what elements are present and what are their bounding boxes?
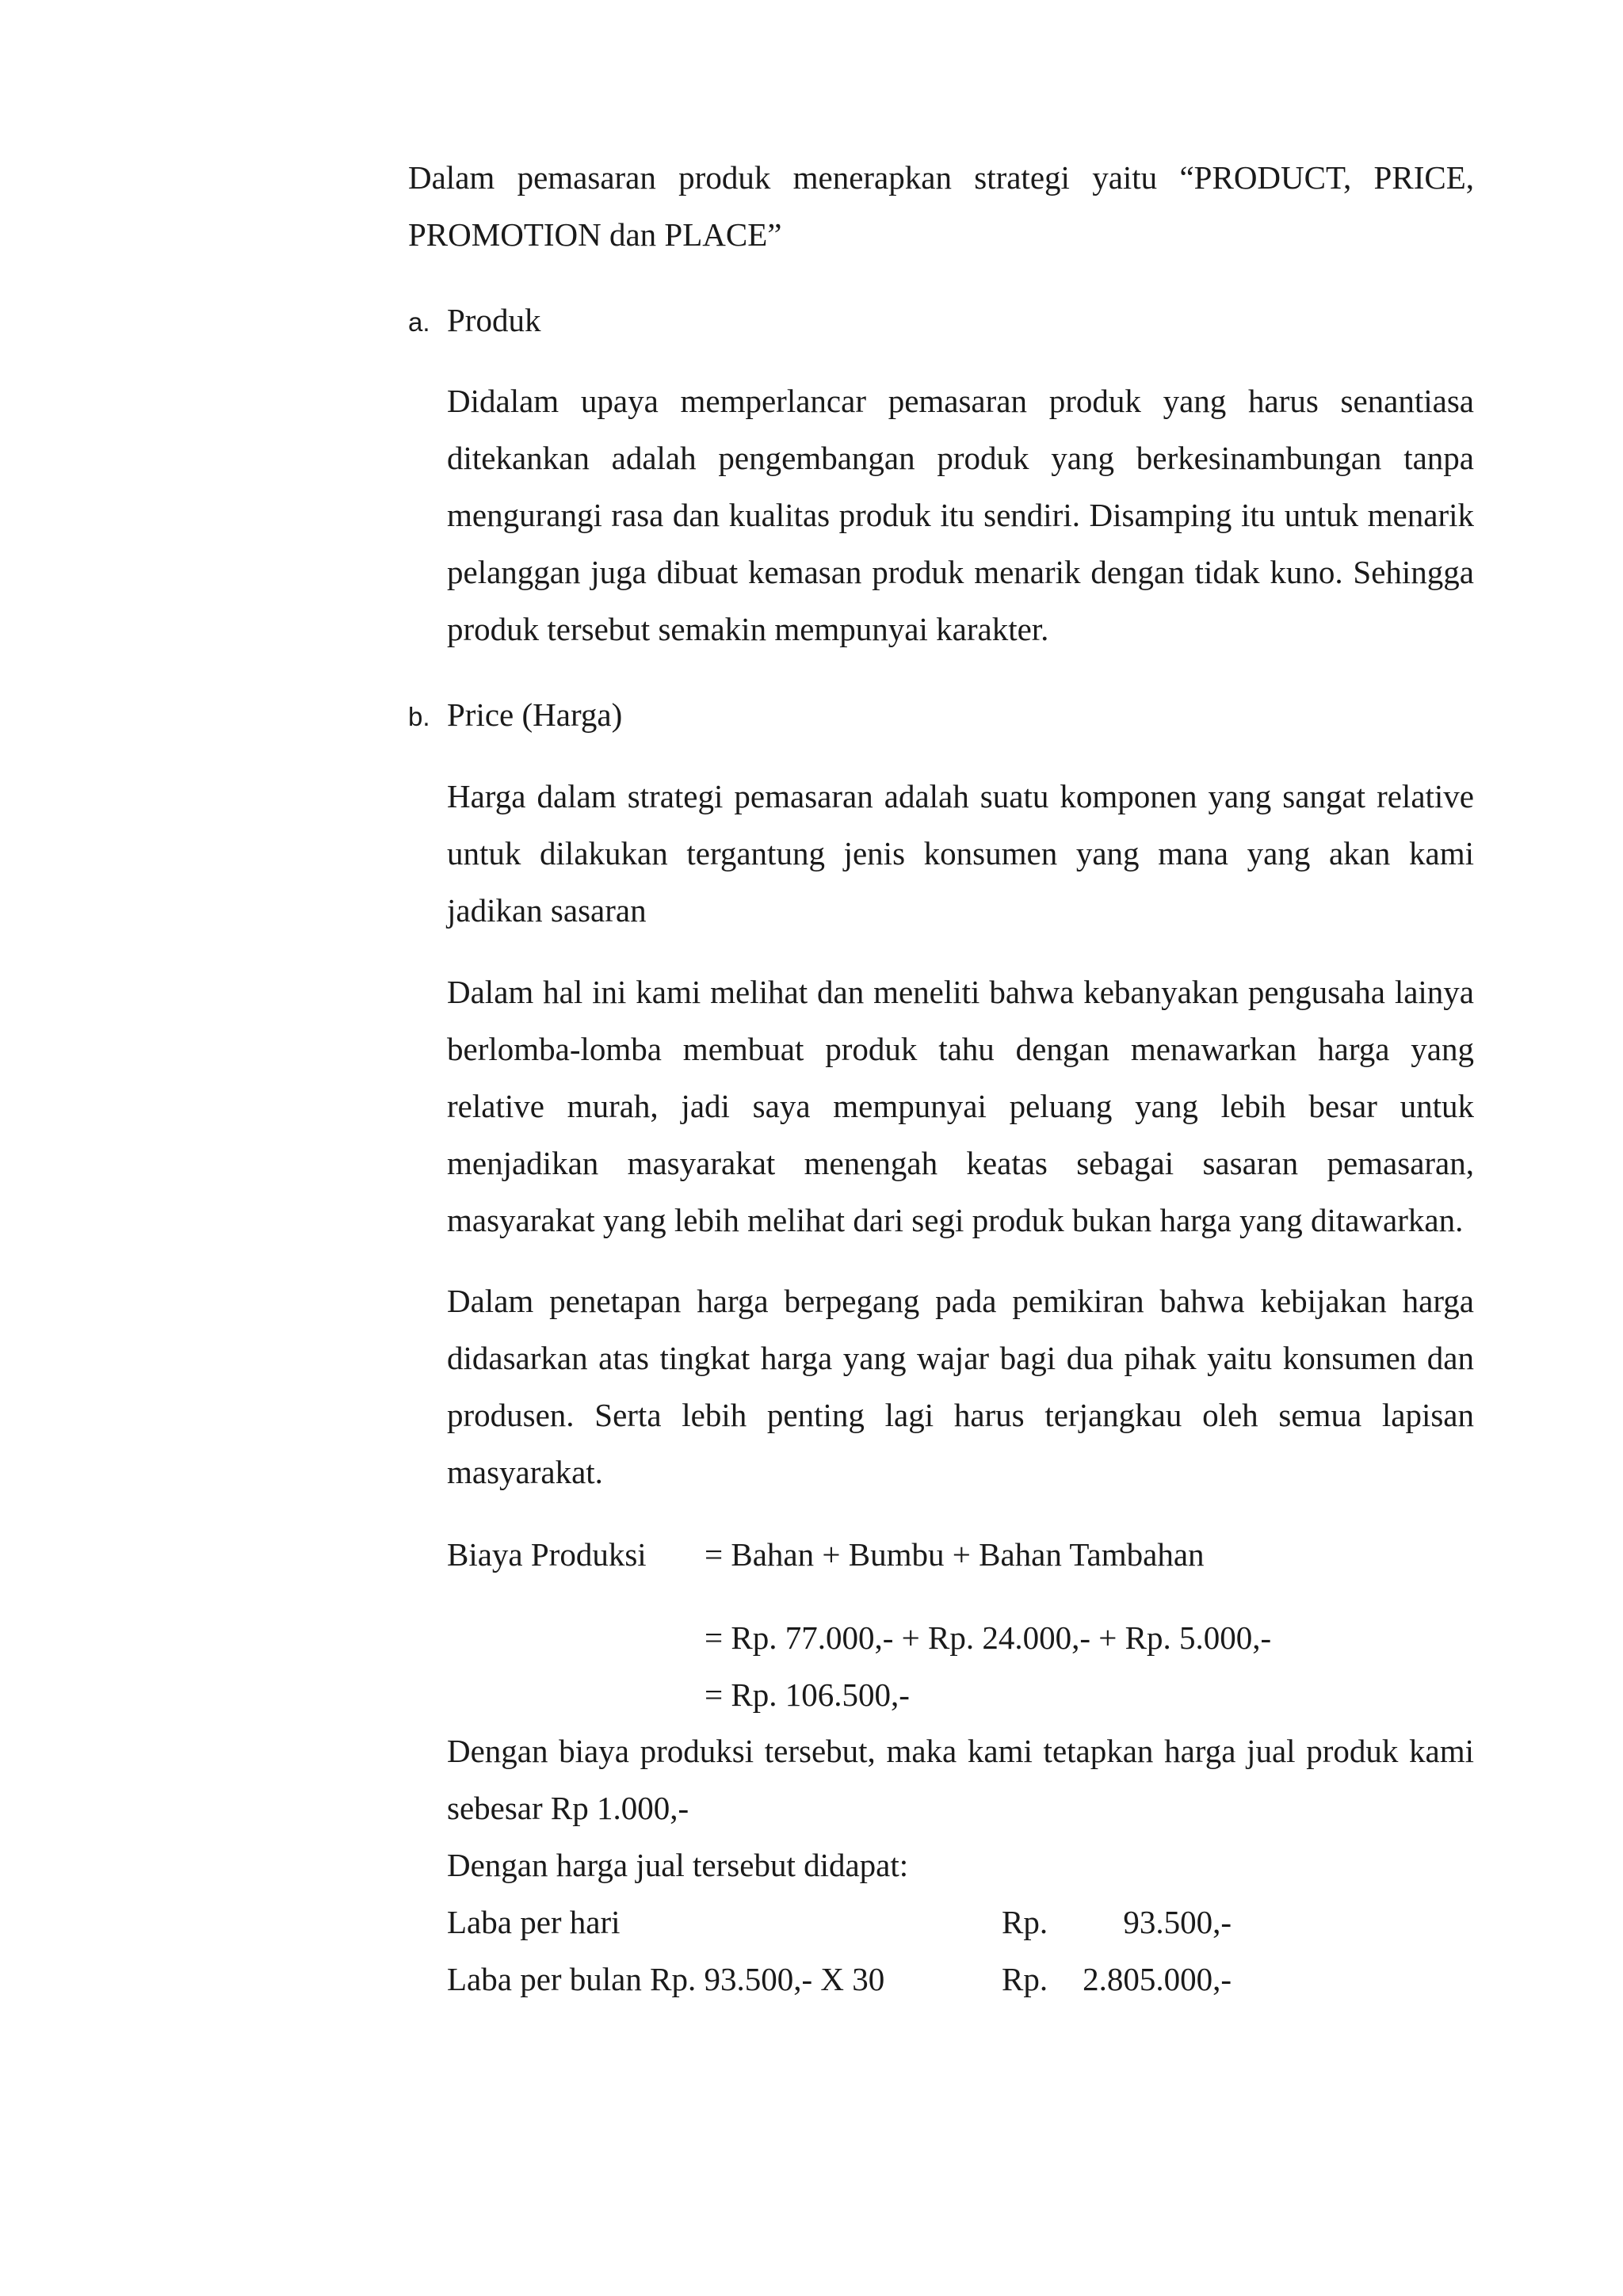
profit-currency: Rp.	[1002, 1961, 1048, 1997]
result-intro: Dengan harga jual tersebut didapat:	[447, 1847, 909, 1883]
profit-label: Laba per hari	[447, 1904, 621, 1940]
list-marker: b.	[408, 702, 430, 731]
cost-formula: = Bahan + Bumbu + Bahan Tambahan	[705, 1536, 1205, 1573]
intro-paragraph: Dalam pemasaran produk menerapkan strategi yaitu “PRODUCT, PRICE, PROMOTION dan PLACE”	[408, 159, 1474, 253]
cost-calc: = Rp. 77.000,- + Rp. 24.000,- + Rp. 5.000,-	[705, 1619, 1272, 1656]
cost-label: Biaya Produksi	[447, 1536, 647, 1573]
price-statement: Dengan biaya produksi tersebut, maka kami tetapkan harga jual produk kami sebesar Rp 1.000,-	[447, 1733, 1474, 1826]
price-paragraph-1: Harga dalam strategi pemasaran adalah suatu komponen yang sangat relative untuk dilakukan tergantung jenis konsumen yang mana yang akan kami jadikan sasaran	[447, 778, 1474, 929]
profit-amount: 2.805.000,-	[1083, 1961, 1232, 1997]
section-heading-price	[408, 686, 622, 746]
produk-paragraph: Didalam upaya memperlancar pemasaran produk yang harus senantiasa ditekankan adalah pengembangan produk yang berkesinambungan tanpa mengurangi rasa dan kualitas produk itu sendiri. Disamping itu untuk menarik pelanggan juga dibuat kemasan produk menarik dengan tidak kuno. Sehingga produk tersebut semakin mempunyai karakter.	[447, 383, 1474, 647]
section-title: Price (Harga)	[447, 696, 623, 733]
profit-label: Laba per bulan Rp. 93.500,- X 30	[447, 1961, 885, 1997]
profit-currency: Rp.	[1002, 1904, 1048, 1940]
list-marker: a.	[408, 307, 430, 337]
cost-total: = Rp. 106.500,-	[705, 1676, 910, 1713]
price-paragraph-3: Dalam penetapan harga berpegang pada pemikiran bahwa kebijakan harga didasarkan atas tingkat harga yang wajar bagi dua pihak yaitu konsumen dan produsen. Serta lebih penting lagi harus terjangkau oleh semua lapisan masyarakat.	[447, 1283, 1474, 1490]
section-heading-produk	[408, 292, 540, 351]
price-paragraph-2: Dalam hal ini kami melihat dan meneliti bahwa kebanyakan pengusaha lainya berlomba-lomba membuat produk tahu dengan menawarkan harga yang relative murah, jadi saya mempunyai peluang yang lebih besar untuk menjadikan masyarakat menengah keatas sebagai sasaran pemasaran, masyarakat yang lebih melihat dari segi produk bukan harga yang ditawarkan.	[447, 974, 1474, 1238]
profit-amount: 93.500,-	[1123, 1904, 1232, 1940]
section-title: Produk	[447, 302, 541, 338]
